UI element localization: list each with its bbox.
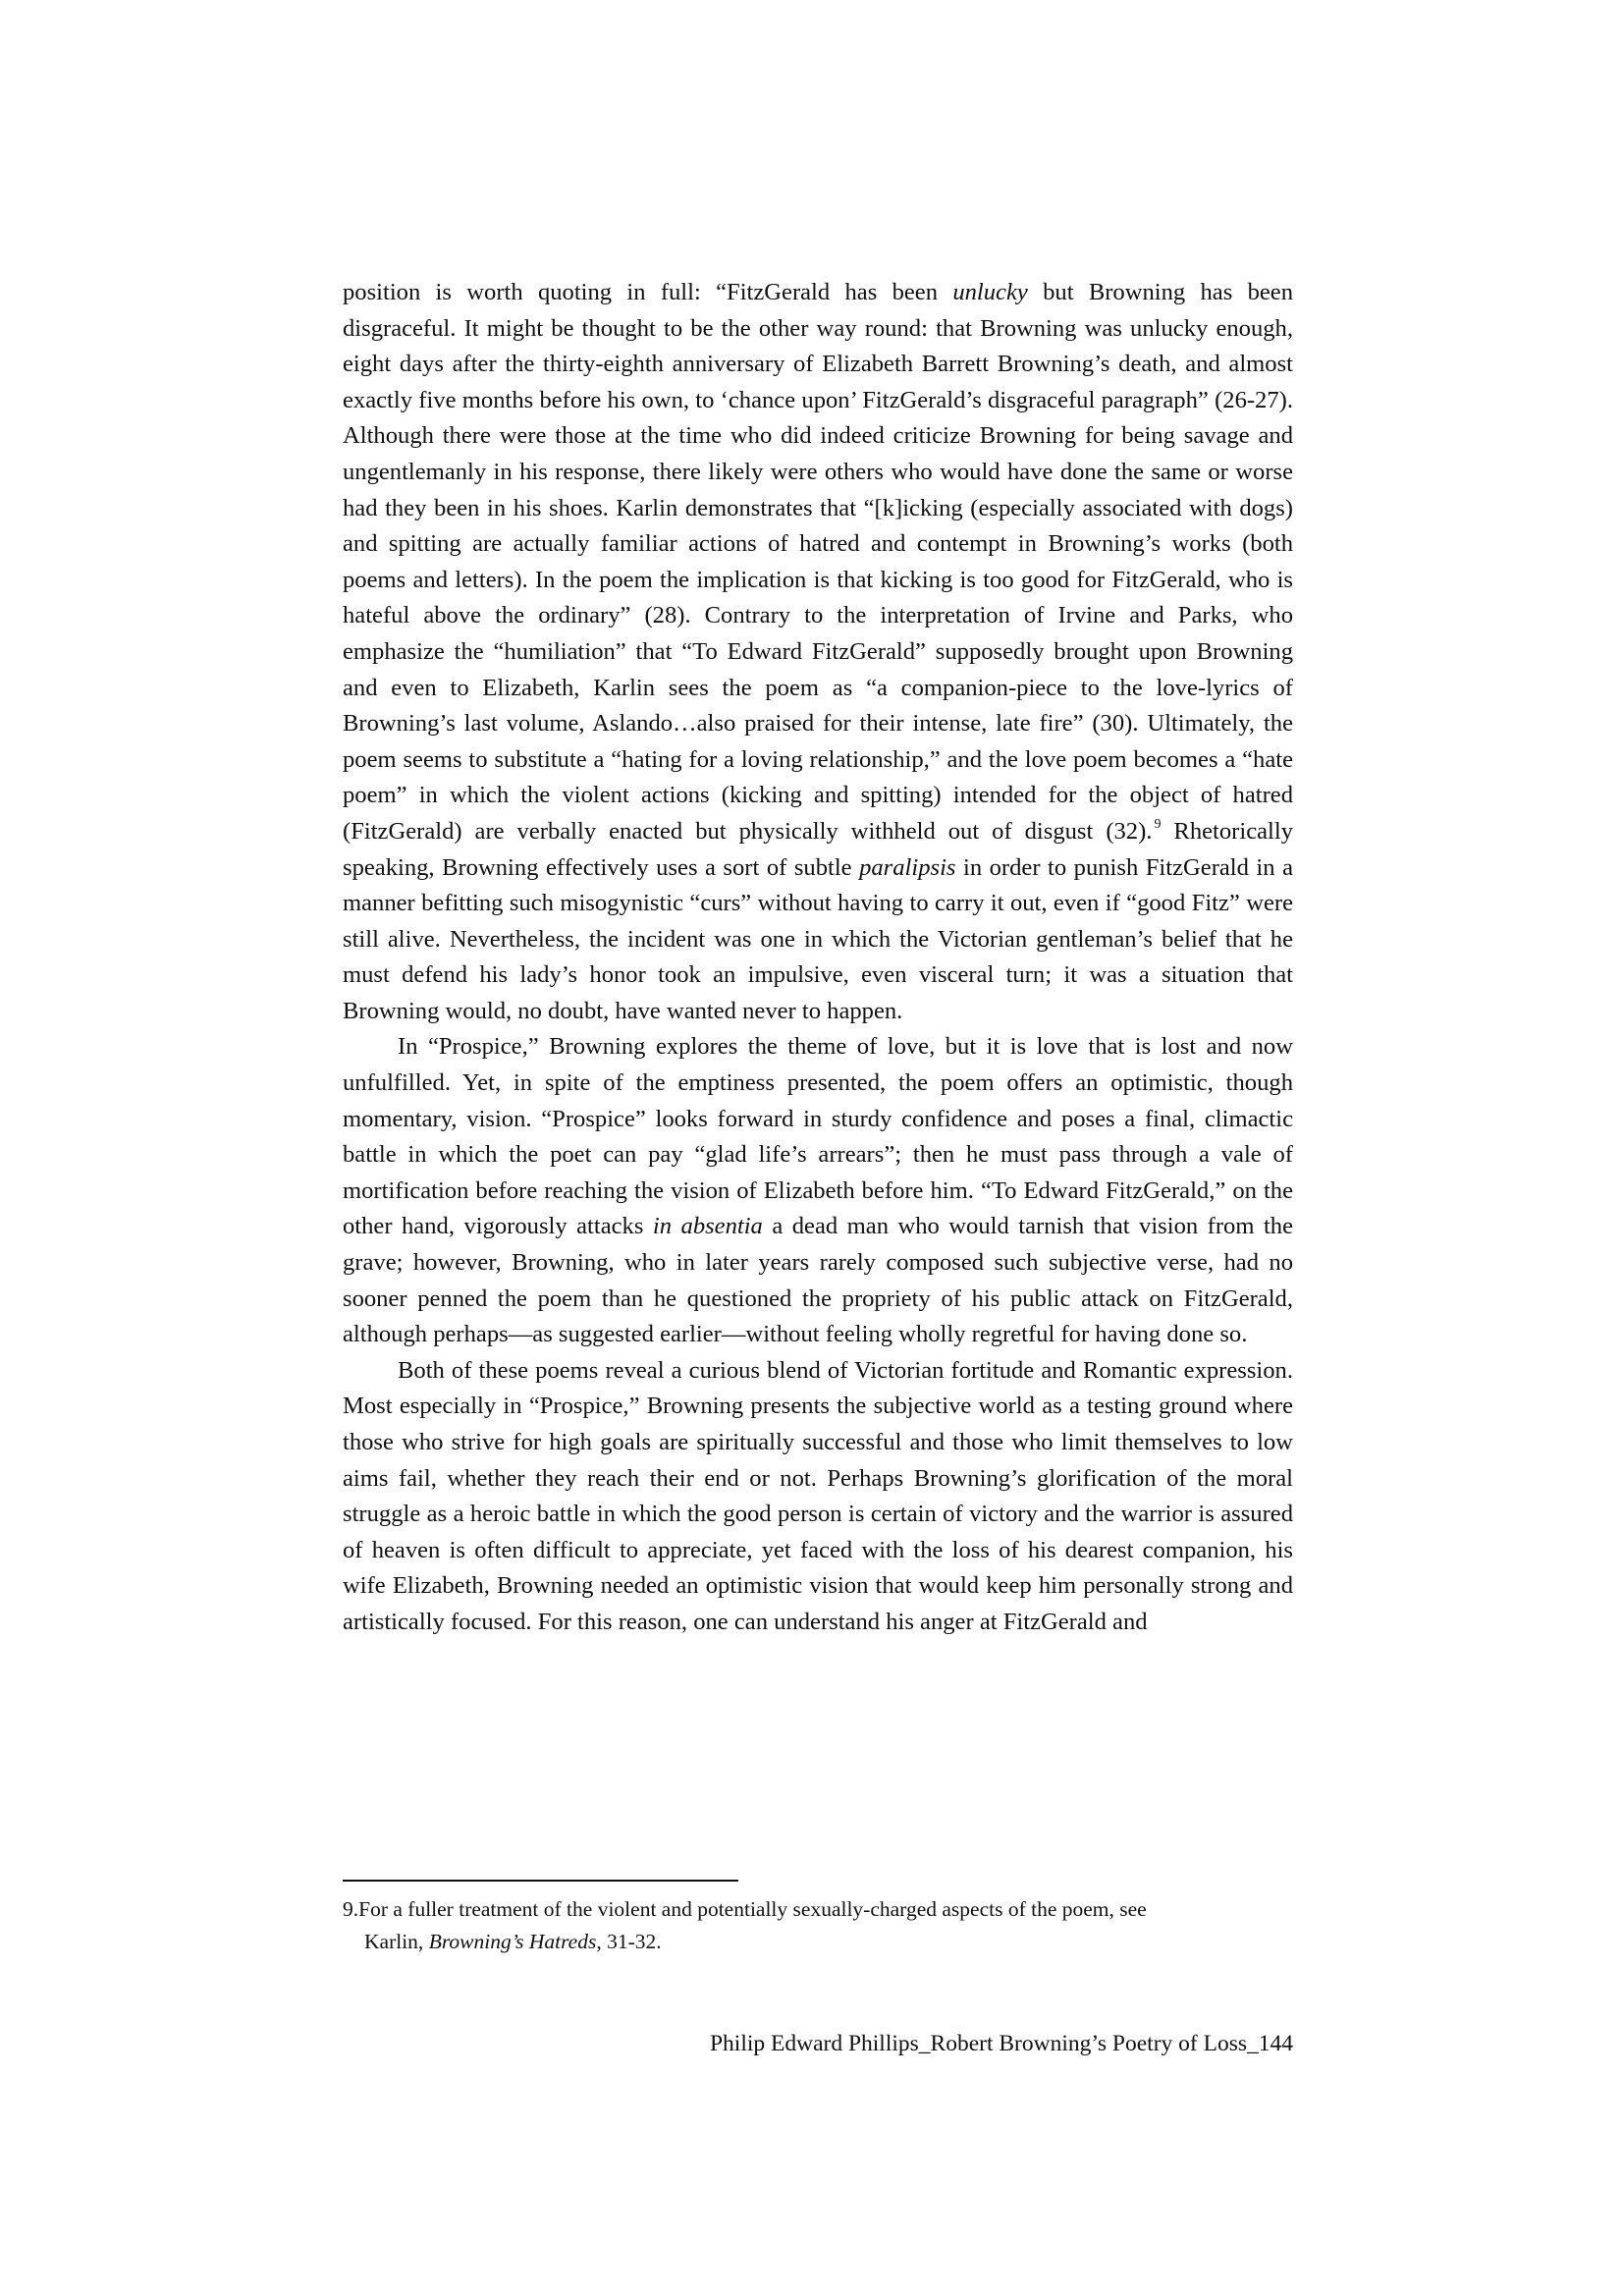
footnote-citation-pages: , 31-32.: [596, 1929, 662, 1953]
running-footer: Philip Edward Phillips_Robert Browning’s Poetry of Loss_144: [709, 2031, 1293, 2056]
footnote-line-1: 9.For a fuller treatment of the violent and potentially sexually-charged aspects of the poem, see: [343, 1897, 1147, 1921]
paragraph-1-text-d: in order to punish FitzGerald in a manner befitting such misogynistic “curs” without having to carry it out, even if “good Fitz” were still alive. Nevertheless, the incident was one in which the Victorian gentleman’s belief that he must defend his lady’s honor took an impulsive, even visceral turn; it was a situation that Browning would, no doubt, have wanted never to happen.: [343, 853, 1293, 1024]
paragraph-1-text-a: position is worth quoting in full: “FitzGerald has been: [343, 279, 953, 305]
paragraph-2-text-b: a dead man who would tarnish that vision from the grave; however, Browning, who in later years rarely composed such subjective verse, had no sooner penned the poem than he questioned the propriety of his public attack on FitzGerald, although perhaps—as suggested earlier—without feeling wholly regretful for having done so.: [343, 1213, 1293, 1348]
footnote-line-2: [343, 1926, 1293, 1958]
body-text: [343, 275, 1293, 1641]
emphasis-paralipsis: paralipsis: [859, 853, 956, 881]
footnote-9: [343, 1893, 1293, 1957]
footnote-citation-author: Karlin,: [364, 1929, 429, 1953]
paragraph-1: [343, 275, 1293, 1029]
paragraph-2: [343, 1029, 1293, 1352]
footnote-citation-title: Browning’s Hatreds: [428, 1929, 597, 1953]
emphasis-in-absentia: in absentia: [652, 1213, 763, 1240]
emphasis-unlucky: unlucky: [952, 279, 1028, 305]
paragraph-1-text-c: Rhetorically speaking, Browning effectively uses a sort of subtle: [343, 817, 1293, 881]
footnote-separator: [343, 1880, 738, 1882]
paragraph-3: Both of these poems reveal a curious blend of Victorian fortitude and Romantic expression. Most especially in “Prospice,” Browning presents the subjective world as a testing ground where those who strive for high goals are spiritually successful and those who limit themselves to low aims fail, whether they reach their end or not. Perhaps Browning’s glorification of the moral struggle as a heroic battle in which the good person is certain of victory and the warrior is assured of heaven is often difficult to appreciate, yet faced with the loss of his dearest companion, his wife Elizabeth, Browning needed an optimistic vision that would keep him personally strong and artistically focused. For this reason, one can understand his anger at FitzGerald and: [343, 1356, 1293, 1635]
paragraph-2-text-a: In “Prospice,” Browning explores the theme of love, but it is love that is lost and now unfulfilled. Yet, in spite of the emptiness presented, the poem offers an optimistic, though momentary, vision. “Prospice” looks forward in sturdy confidence and poses a final, climactic battle in which the poet can pay “glad life’s arrears”; then he must pass through a vale of mortification before reaching the vision of Elizabeth before him. “To Edward FitzGerald,” on the other hand, vigorously attacks: [343, 1033, 1293, 1240]
footnote-reference: 9: [1154, 816, 1162, 832]
paragraph-1-text-b: but Browning has been disgraceful. It might be thought to be the other way round: that Browning was unlucky enough, eight days after the thirty-eighth anniversary of Elizabeth Barrett Browning’s death, and almost exactly five months before his own, to ‘chance upon’ FitzGerald’s disgraceful paragraph” (26-27). Although there were those at the time who did indeed criticize Browning for being savage and ungentlemanly in his response, there likely were others who would have done the same or worse had they been in his shoes. Karlin demonstrates that “[k]icking (especially associated with dogs) and spitting are actually familiar actions of hatred and contempt in Browning’s works (both poems and letters). In the poem the implication is that kicking is too good for FitzGerald, who is hateful above the ordinary” (28). Contrary to the interpretation of Irvine and Parks, who emphasize the “humiliation” that “To Edward FitzGerald” supposedly brought upon Browning and even to Elizabeth, Karlin sees the poem as “a companion-piece to the love-lyrics of Browning’s last volume, Aslando…also praised for their intense, late fire” (30). Ultimately, the poem seems to substitute a “hating for a loving relationship,” and the love poem becomes a “hate poem” in which the violent actions (kicking and spitting) intended for the object of hatred (FitzGerald) are verbally enacted but physically withheld out of disgust (32).: [343, 279, 1294, 845]
